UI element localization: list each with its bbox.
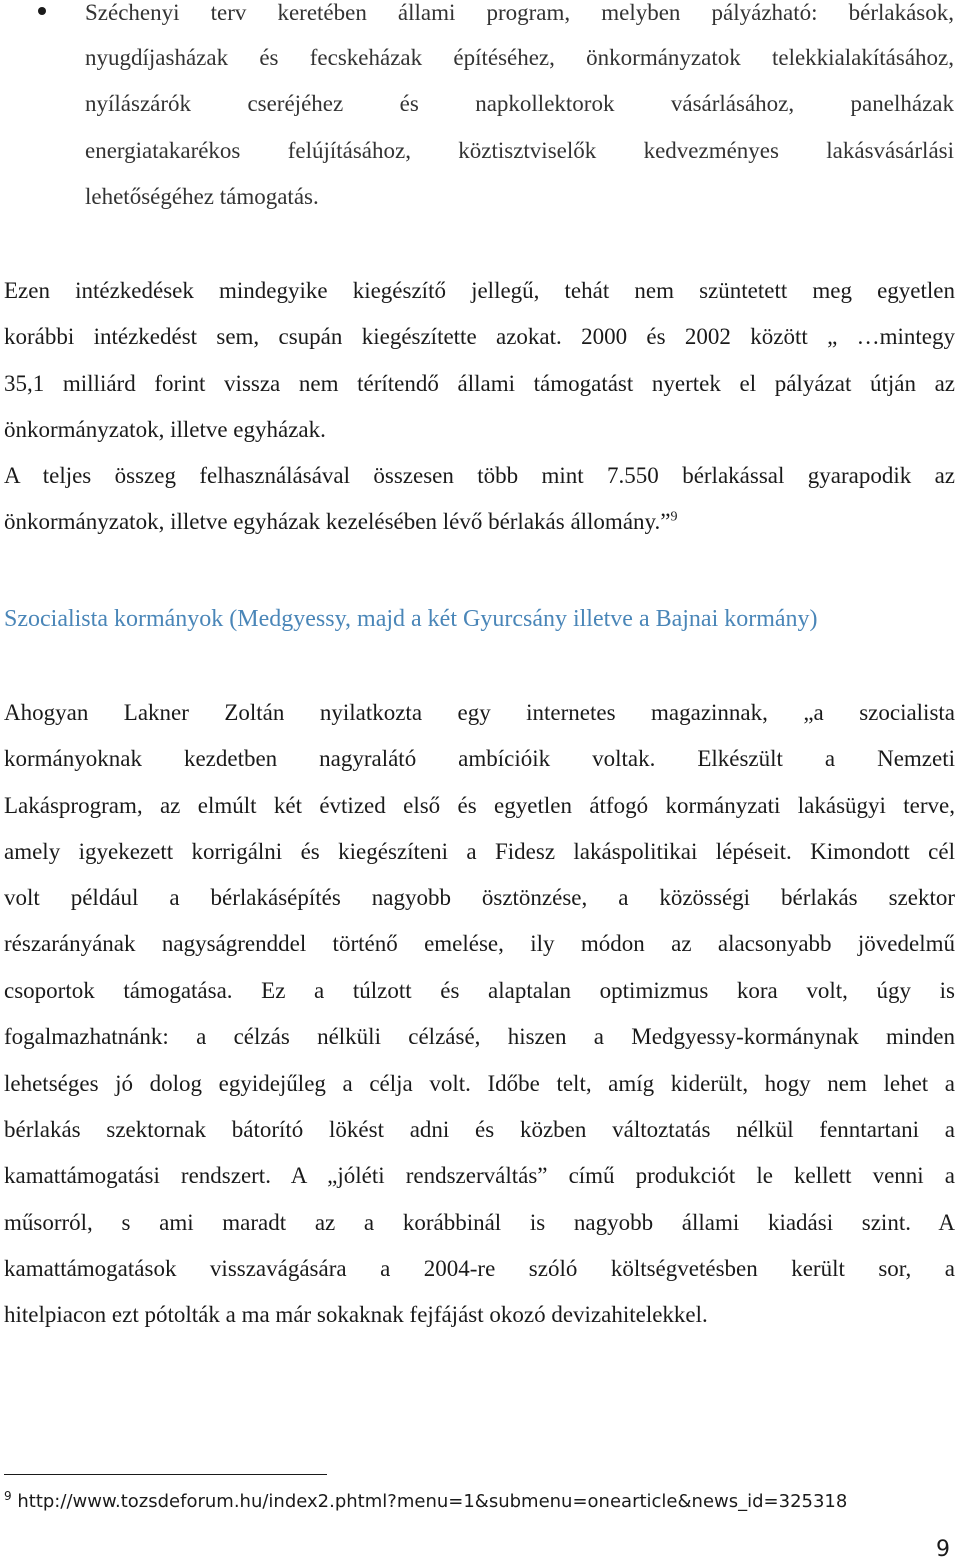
text-line: fogalmazhatnánk: a célzás nélküli célzásé, hiszen a Medgyessy-kormánynak minden	[4, 1024, 955, 1049]
text-line: kamattámogatási rendszert. A „jóléti rendszerváltás” című produkciót le kellett venni a	[4, 1163, 955, 1188]
text-line: A teljes összeg felhasználásával összesen több mint 7.550 bérlakással gyarapodik az	[4, 463, 955, 488]
text-line: csoportok támogatása. Ez a túlzott és alaptalan optimizmus kora volt, úgy is	[4, 978, 955, 1003]
text-line: amely igyekezett korrigálni és kiegészíteni a Fidesz lakáspolitikai lépéseit. Kimondott cél	[4, 839, 955, 864]
bullet-line: lehetőségéhez támogatás.	[85, 184, 319, 209]
text-line: hitelpiacon ezt pótolták a ma már sokaknak fejfájást okozó devizahitelekkel.	[4, 1302, 708, 1327]
text-line: lehetséges jó dolog egyidejűleg a célja volt. Időbe telt, amíg kiderült, hogy nem lehet a	[4, 1071, 955, 1096]
footnote-number: 9	[4, 1489, 12, 1503]
text-line: önkormányzatok, illetve egyházak kezelésében lévő bérlakás állomány.”$^9$	[4, 509, 678, 534]
footnote	[4, 1491, 847, 1512]
footnote-link[interactable]: http://www.tozsdeforum.hu/index2.phtml?menu=1&submenu=onearticle&news_id=325318	[11, 1491, 848, 1512]
text-line: műsorról, s ami maradt az a korábbinál is nagyobb állami kiadási szint. A	[4, 1210, 955, 1235]
bullet-line: nyílászárók cseréjéhez és napkollektorok vásárlásához, panelházak	[85, 91, 954, 116]
text-line: korábbi intézkedést sem, csupán kiegészítette azokat. 2000 és 2002 között „ …mintegy	[4, 324, 955, 349]
text-line: volt például a bérlakásépítés nagyobb ösztönzése, a közösségi bérlakás szektor	[4, 885, 955, 910]
footnote-reference[interactable]: 9	[670, 509, 678, 525]
text-line: részarányának nagyságrenddel történő emelése, ily módon az alacsonyabb jövedelmű	[4, 931, 955, 956]
text-line: önkormányzatok, illetve egyházak.	[4, 417, 326, 442]
text-line: 35,1 milliárd forint vissza nem térítendő állami támogatást nyertek el pályázat útján az	[4, 371, 955, 396]
text-line: kormányoknak kezdetben nagyralátó ambícióik voltak. Elkészült a Nemzeti	[4, 746, 955, 771]
bullet-line: nyugdíjasházak és fecskeházak építéséhez, önkormányzatok telekkialakításához,	[85, 45, 954, 70]
bullet-line: energiatakarékos felújításához, köztisztviselők kedvezményes lakásvásárlási	[85, 138, 954, 163]
text-line: Lakásprogram, az elmúlt két évtized első és egyetlen átfogó kormányzati lakásügyi terve,	[4, 793, 955, 818]
bullet-line: Széchenyi terv keretében állami program, melyben pályázható: bérlakások,	[85, 0, 954, 26]
bullet-dot-icon	[38, 7, 46, 15]
text-line: kamattámogatások visszavágására a 2004-re szóló költségvetésben került sor, a	[4, 1256, 955, 1281]
text-line: bérlakás szektornak bátorító lökést adni és közben változtatás nélkül fenntartani a	[4, 1117, 955, 1142]
text-line: Ezen intézkedések mindegyike kiegészítő jellegű, tehát nem szüntetett meg egyetlen	[4, 278, 955, 303]
section-heading: Szocialista kormányok (Medgyessy, majd a két Gyurcsány illetve a Bajnai kormány)	[4, 606, 818, 632]
page-number: 9	[936, 1537, 950, 1562]
text-line: Ahogyan Lakner Zoltán nyilatkozta egy internetes magazinnak, „a szocialista	[4, 700, 955, 725]
footnote-separator	[4, 1474, 327, 1475]
